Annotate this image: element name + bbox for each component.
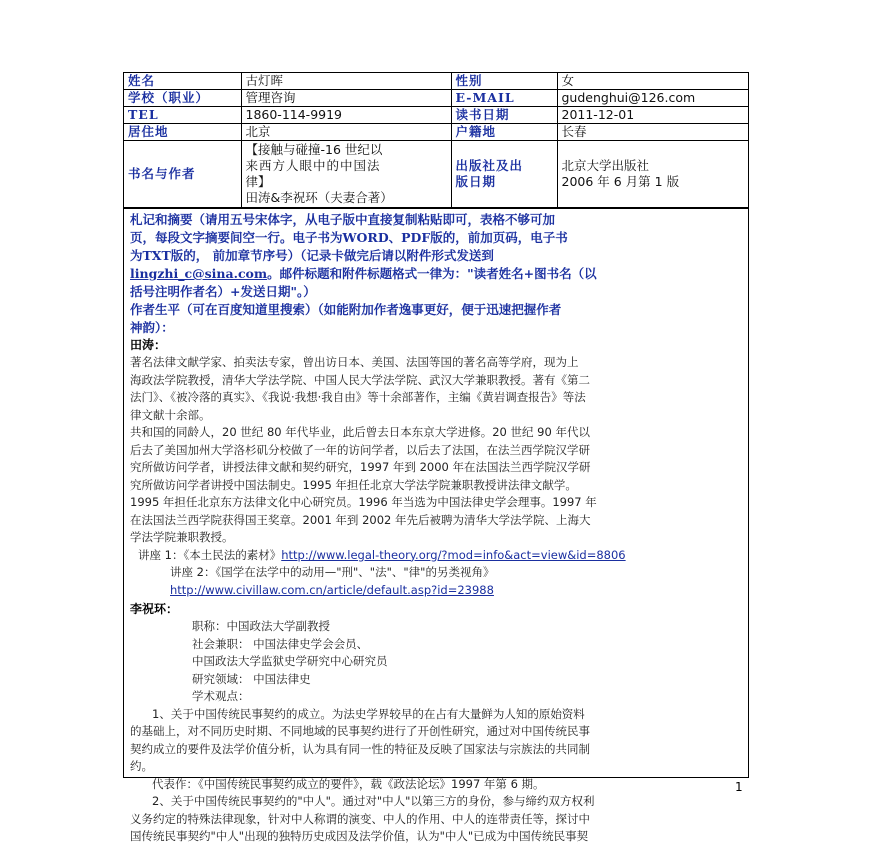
instruction-text: 。邮件标题和附件标题格式一律为："读者姓名+图书名（以 <box>267 266 597 281</box>
school-label: 学校（职业） <box>124 90 241 107</box>
table-row <box>124 90 748 107</box>
text-line: 1995 年担任北京东方法律文化中心研究员。1996 年当选为中国法律史学会理事。1997 年 <box>130 495 597 509</box>
publisher-label-line: 出版社及出 <box>455 158 524 173</box>
notes-section <box>124 208 748 843</box>
instruction-line: 作者生平（可在百度知道里搜索）（如能附加作者逸事更好，便于迅速把握作者 <box>130 302 562 317</box>
publish-date: 2006 年 6 月第 1 版 <box>561 174 680 189</box>
lecture-1-title: 讲座 1：《本土民法的素材》 <box>138 547 282 562</box>
li-view-2 <box>130 793 742 846</box>
instruction-line: 为TXT版的， 前加章节序号）（记录卡做完后请以附件形式发送到 <box>130 248 494 263</box>
li-view-1 <box>130 706 742 776</box>
email-value: gudenghui@126.com <box>557 90 748 107</box>
author-name-li: 李祝环： <box>130 602 179 616</box>
residence-label: 居住地 <box>124 124 241 141</box>
publisher-name: 北京大学出版社 <box>561 158 650 173</box>
text-line: 律文献十余部。 <box>130 407 211 422</box>
text-line: 共和国的同龄人，20 世纪 80 年代毕业，此后曾去日本东京大学进修。20 世纪 90 年代以 <box>130 425 590 439</box>
gender-value: 女 <box>557 73 748 90</box>
instruction-line: 括号注明作者名）+发送日期"。） <box>130 284 316 299</box>
lecture-2-row <box>130 582 742 600</box>
instruction-line: 札记和摘要（请用五号宋体字，从电子版中直接复制粘贴即可，表格不够可加 <box>130 212 556 227</box>
instruction-line: 神韵）： <box>130 320 174 335</box>
tel-label: TEL <box>124 107 241 124</box>
text-line: 约。 <box>130 759 153 773</box>
li-social-2: 中国政法大学监狱史学研究中心研究员 <box>192 654 388 668</box>
instruction-line: 页，每段文字摘要间空一行。电子书为WORD、PDF版的，前加页码，电子书 <box>130 230 568 245</box>
gender-label: 性别 <box>451 73 557 90</box>
li-representative-work: 代表作：《中国传统民事契约成立的要件》，载《政法论坛》1997 年第 6 期。 <box>152 776 545 791</box>
read-date-label: 读书日期 <box>451 107 557 124</box>
name-value: 古灯晖 <box>241 73 451 90</box>
instruction-line <box>130 265 742 283</box>
residence-value: 北京 <box>241 124 451 141</box>
li-title: 职称：中国政法大学副教授 <box>192 619 330 633</box>
publisher-value <box>557 141 748 208</box>
text-line: 著名法律文献学家、拍卖法专家，曾出访日本、美国、法国等国的著名高等学府，现为上 <box>130 355 579 369</box>
name-label: 姓名 <box>124 73 241 90</box>
text-line: 在法国法兰西学院获得国王奖章。2001 年到 2002 年先后被聘为清华大学法学院、上海大 <box>130 512 591 527</box>
text-line: 2、关于中国传统民事契约的"中人"。通过对"中人"以第三方的身份，参与缔约双方权利 <box>152 794 595 808</box>
book-title-line: 律】 <box>245 174 271 189</box>
book-label: 书名与作者 <box>124 141 241 208</box>
page-number: 1 <box>735 780 743 794</box>
text-line: 学法学院兼职教授。 <box>130 530 234 544</box>
text-line: 究所做访问学者，讲授法律文献和契约研究，1997 年到 2000 年在法国法兰西学院汉学研 <box>130 460 591 474</box>
text-line: 国传统民事契约"中人"出现的独特历史成因及法学价值，认为"中人"已成为中国传统民事契 <box>130 829 589 843</box>
text-line: 究所做访问学者讲授中国法制史。1995 年担任北京大学法学院兼职教授讲法律文献学。 <box>130 477 577 492</box>
book-value <box>241 141 451 208</box>
text-line: 1、关于中国传统民事契约的成立。为法史学界较早的在占有大量鲜为人知的原始资料 <box>152 706 585 721</box>
lecture-2-title: 讲座 2：《国学在法学中的动用—"刑"、"法"、"律"的另类视角》 <box>170 565 495 579</box>
hukou-value: 长春 <box>557 124 748 141</box>
table-row <box>124 141 748 208</box>
lecture-2-link[interactable]: http://www.civillaw.com.cn/article/default.asp?id=23988 <box>170 582 494 597</box>
text-line: 契约成立的要件及法学价值分析，认为具有同一性的特征及反映了国家法与宗族法的共同制 <box>130 741 590 756</box>
read-date-value: 2011-12-01 <box>557 107 748 124</box>
email-label: E-MAIL <box>451 90 557 107</box>
reading-record-card <box>123 72 749 843</box>
table-row <box>124 124 748 141</box>
info-table <box>124 73 748 208</box>
book-title-line: 【接触与碰撞-16 世纪以 <box>245 142 383 157</box>
hukou-label: 户籍地 <box>451 124 557 141</box>
book-title-line: 来西方人眼中的中国法 <box>245 158 381 173</box>
publisher-label <box>451 141 557 208</box>
tel-value: 1860-114-9919 <box>241 107 451 124</box>
school-value: 管理咨询 <box>241 90 451 107</box>
text-line: 的基础上，对不同历史时期、不同地域的民事契约进行了开创性研究，通过对中国传统民事 <box>130 724 590 738</box>
tian-bio-text <box>130 354 742 547</box>
li-views: 学术观点： <box>192 689 250 703</box>
li-field: 研究领域： 中国法律史 <box>192 671 311 686</box>
author-name-tian: 田涛： <box>130 338 167 352</box>
lecture-1 <box>130 547 742 565</box>
instructions <box>130 211 742 337</box>
book-authors: 田涛&李祝环（夫妻合著） <box>245 190 393 205</box>
text-line: 义务约定的特殊法律现象，针对中人称谓的演变、中人的作用、中人的连带责任等，探讨中 <box>130 811 590 826</box>
table-row <box>124 107 748 124</box>
text-line: 法门》、《被冷落的真实》、《我说·我想·我自由》等十余部著作，主编《黄岩调查报告》等法 <box>130 390 586 404</box>
li-social-1: 社会兼职： 中国法律史学会会员、 <box>192 636 369 651</box>
text-line: 海政法学院教授，清华大学法学院、中国人民大学法学院、武汉大学兼职教授。著有《第二 <box>130 372 590 387</box>
text-line: 后去了美国加州大学洛杉矶分校做了一年的访问学者，以后去了法国，在法兰西学院汉学研 <box>130 442 590 457</box>
submission-email[interactable]: lingzhi_c@sina.com <box>130 266 268 281</box>
lecture-1-link[interactable]: http://www.legal-theory.org/?mod=info&act=view&id=8806 <box>281 547 626 562</box>
publisher-label-line: 版日期 <box>455 174 497 189</box>
table-row <box>124 73 748 90</box>
